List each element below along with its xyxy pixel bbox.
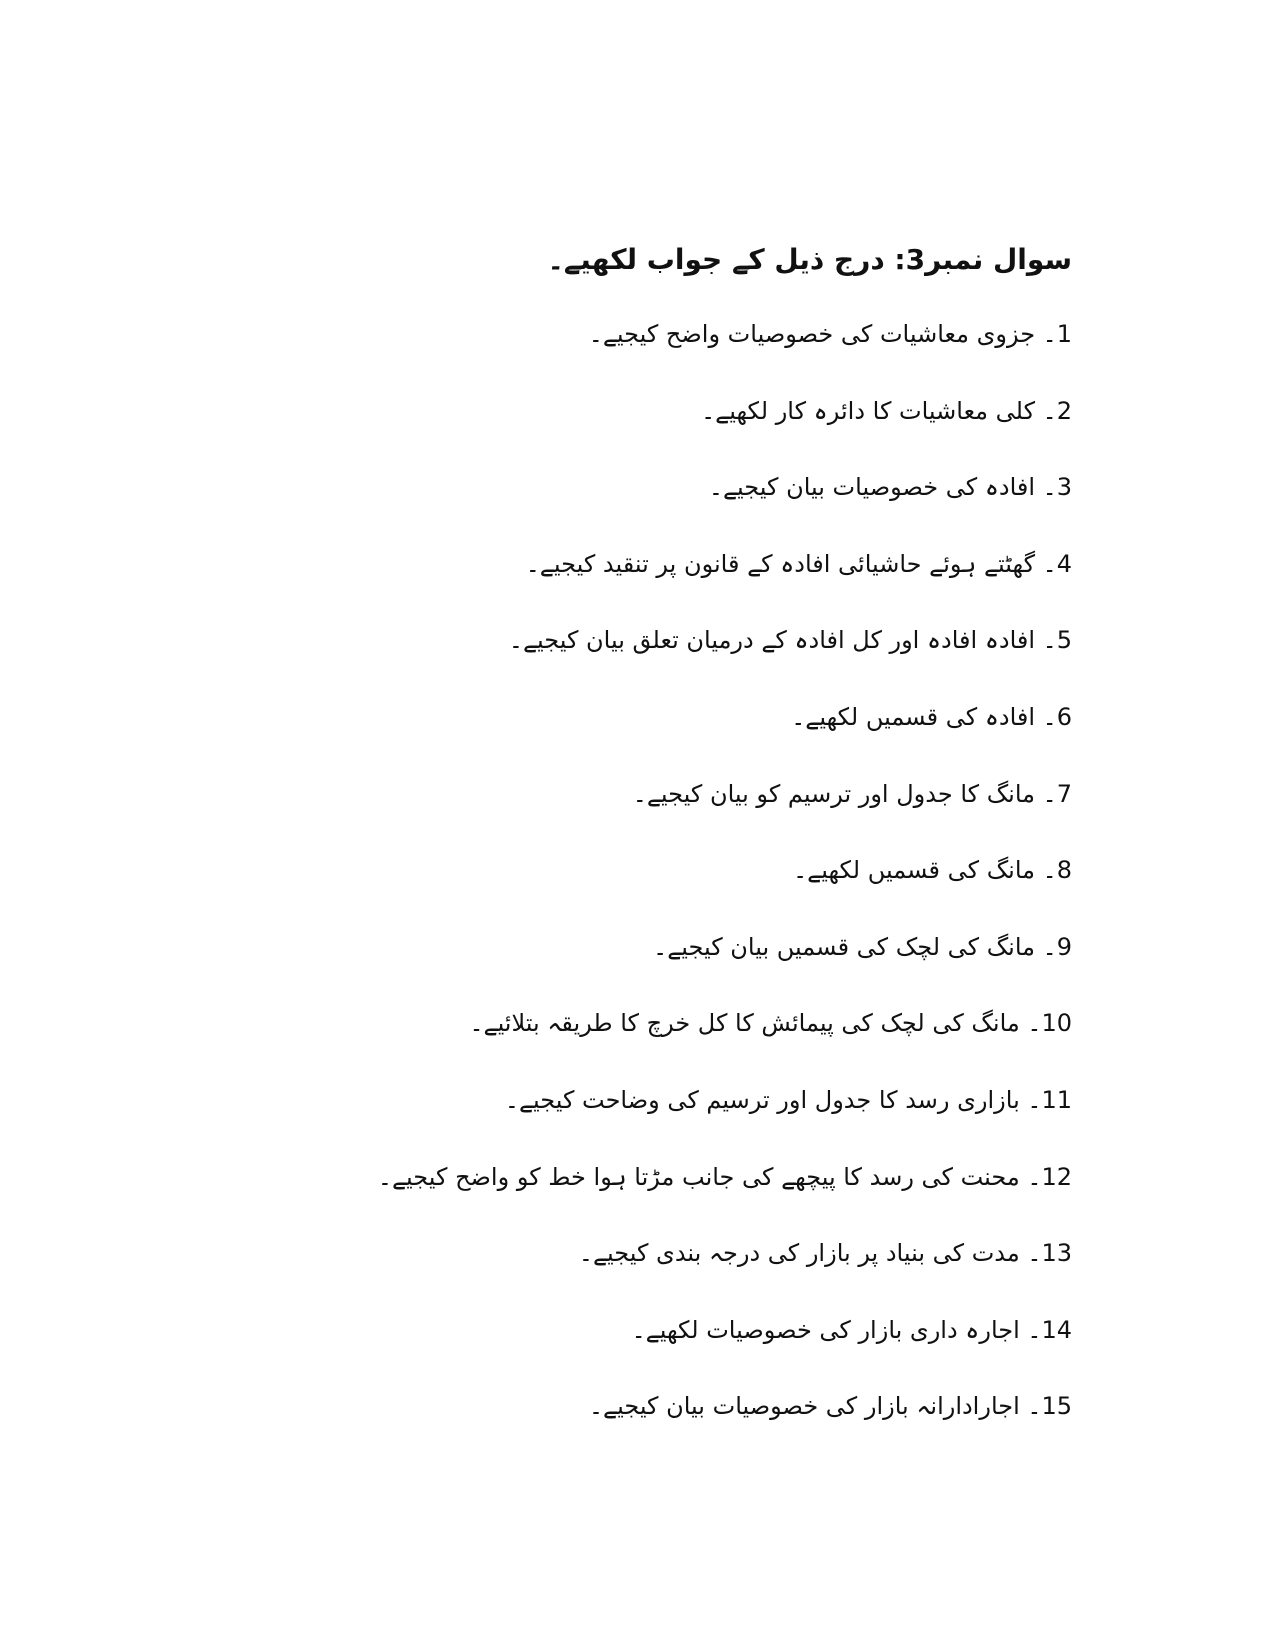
question-item-1: 1۔ جزوی معاشیات کی خصوصیات واضح کیجیے۔ bbox=[588, 320, 1072, 348]
question-item-10: 10۔ مانگ کی لچک کی پیمائش کا کل خرچ کا طریقہ بتلائیے۔ bbox=[469, 1009, 1072, 1038]
question-item-7: 7۔ مانگ کا جدول اور ترسیم کو بیان کیجیے۔ bbox=[632, 779, 1072, 808]
question-section bbox=[377, 238, 1072, 1463]
question-item-12: 12۔ محنت کی رسد کا پیچھے کی جانب مڑتا ہوا خط کو واضح کیجیے۔ bbox=[377, 1162, 1072, 1191]
section-heading: سوال نمبر3: درج ذیل کے جواب لکھیے۔ bbox=[547, 243, 1072, 276]
question-item-5: 5۔ افادہ افادہ اور کل افادہ کے درمیان تعلق بیان کیجیے۔ bbox=[508, 626, 1072, 655]
question-list bbox=[377, 314, 1072, 1463]
question-item-14: 14۔ اجارہ داری بازار کی خصوصیات لکھیے۔ bbox=[631, 1315, 1072, 1344]
question-item-15: 15۔ اجارادارانہ بازار کی خصوصیات بیان کیجیے۔ bbox=[588, 1392, 1072, 1421]
question-item-11: 11۔ بازاری رسد کا جدول اور ترسیم کی وضاحت کیجیے۔ bbox=[504, 1085, 1072, 1114]
question-item-2: 2۔ کلی معاشیات کا دائرہ کار لکھیے۔ bbox=[701, 396, 1072, 425]
question-item-4: 4۔ گھٹتے ہوئے حاشیائی افادہ کے قانون پر تنقید کیجیے۔ bbox=[525, 549, 1072, 578]
question-item-3: 3۔ افادہ کی خصوصیات بیان کیجیے۔ bbox=[708, 473, 1072, 502]
question-item-8: 8۔ مانگ کی قسمیں لکھیے۔ bbox=[793, 856, 1072, 885]
question-item-9: 9۔ مانگ کی لچک کی قسمیں بیان کیجیے۔ bbox=[653, 932, 1072, 961]
question-item-13: 13۔ مدت کی بنیاد پر بازار کی درجہ بندی کیجیے۔ bbox=[578, 1239, 1072, 1268]
question-item-6: 6۔ افادہ کی قسمیں لکھیے۔ bbox=[791, 702, 1072, 731]
